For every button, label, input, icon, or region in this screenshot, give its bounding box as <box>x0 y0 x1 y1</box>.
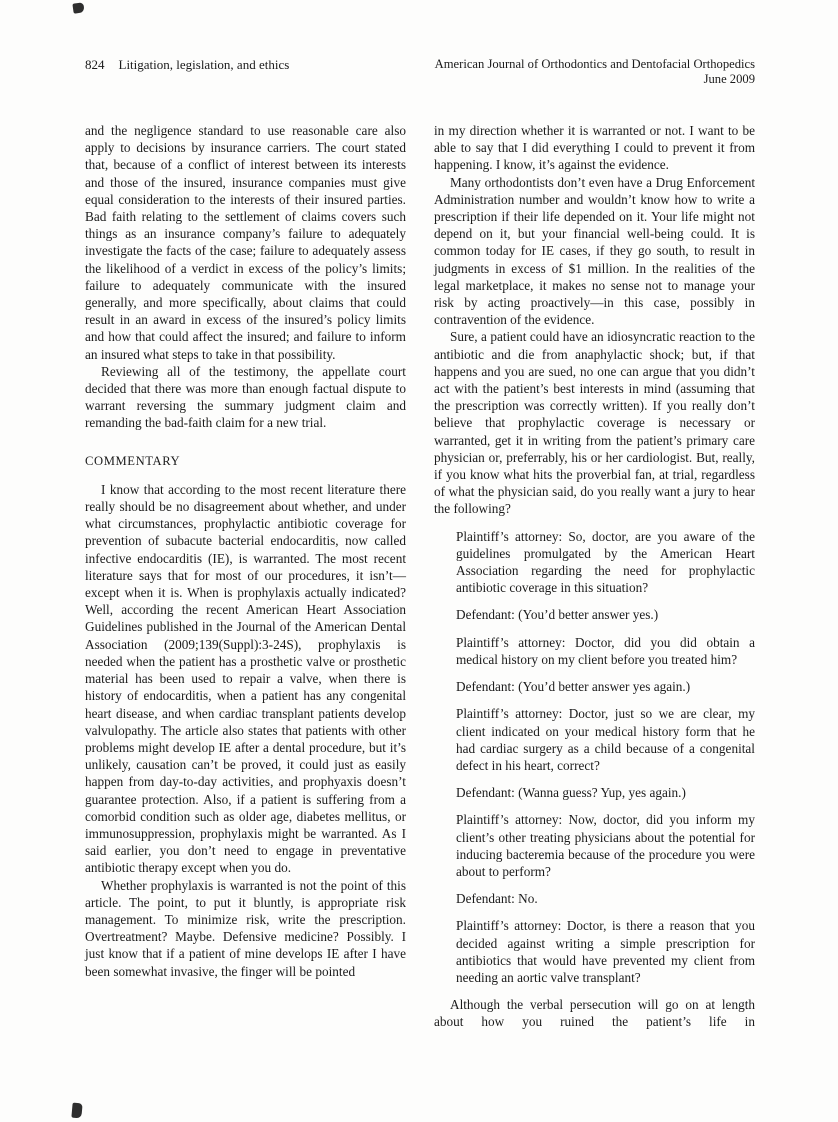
section-title: Litigation, legislation, and ethics <box>118 57 290 72</box>
dialogue-block: Defendant: No. <box>456 891 538 907</box>
dialogue-block: Plaintiff’s attorney: Now, doctor, did you inform my client’s other treating physicians about the potential for inducing bacteremia because of the procedure you were about to perform? <box>456 812 755 879</box>
running-header <box>85 57 755 87</box>
commentary-heading: COMMENTARY <box>85 453 181 468</box>
running-header-right <box>435 57 755 87</box>
left-column <box>85 122 406 1031</box>
article-body <box>85 122 755 1031</box>
paragraph: I know that according to the most recent literature there really should be no disagreement about whether, and under what circumstances, prophylactic antibiotic coverage for prevention of subacute bacterial endocarditis, now called infective endocarditis (IE), is warranted. The most recent literature says that for most of our procedures, it isn’t—except when it is. When is prophylaxis actually indicated? Well, according the recent American Heart Association Guidelines published in the Journal of the American Dental Association (2009;139(Suppl):3-24S), prophylaxis is needed when the patient has a prosthetic valve or prosthetic material has been used to repair a valve, when there is history of endocarditis, when a patient has any congenital heart disease, and when cardiac transplant patients develop valvulopathy. The article also states that patients with other problems might develop IE after a dental procedure, but it’s unlikely, causation can’t be proved, it could just as easily happen from day-to-day activities, and prophyaxis doesn’t guarantee protection. Also, if a patient is suffering from a comorbid condition such as older age, diabetes mellitus, or immunosuppression, prophylaxis might be warranted. As I said earlier, you don’t need to engage in preventative antibiotic therapy except when you do. <box>85 481 406 876</box>
right-column <box>434 122 755 1031</box>
paragraph: Although the verbal persecution will go on at length about how you ruined the patient’s life in <box>434 997 755 1030</box>
dialogue-block: Defendant: (You’d better answer yes.) <box>456 607 659 623</box>
paragraph: in my direction whether it is warranted or not. I want to be able to say that I did everything I could to prevent it from happening. I know, it’s against the evidence. <box>434 123 755 173</box>
scan-artifact-bottom-left <box>71 1103 82 1119</box>
dialogue-block: Defendant: (You’d better answer yes again.) <box>456 679 691 695</box>
dialogue-block: Defendant: (Wanna guess? Yup, yes again.) <box>456 785 686 801</box>
paragraph: Reviewing all of the testimony, the appellate court decided that there was more than enough factual dispute to warrant reversing the summary judgment claim and remanding the bad-faith claim for a new trial. <box>85 363 406 431</box>
dialogue-block: Plaintiff’s attorney: Doctor, just so we are clear, my client indicated on your medical history form that he had cardiac surgery as a child because of a congenital defect in his heart, correct? <box>456 706 755 773</box>
paragraph: Many orthodontists don’t even have a Drug Enforcement Administration number and wouldn’t know how to write a prescription if their life depended on it. Your life might not depend on it, but your financial well-being could. It is common today for IE cases, if they go south, to result in judgments in excess of $1 million. In the realities of the legal marketplace, it makes no sense not to manage your risk by acting proactively—in this case, possibly in contravention of the evidence. <box>434 174 755 328</box>
page-number: 824 <box>85 57 105 72</box>
dialogue-block: Plaintiff’s attorney: Doctor, is there a reason that you decided against writing a simple prescription for antibiotics that would have prevented my client from needing an aortic valve transplant? <box>456 918 755 985</box>
dialogue-block: Plaintiff’s attorney: So, doctor, are you aware of the guidelines promulgated by the American Heart Association regarding the need for prophylactic antibiotic coverage in this situation? <box>456 528 755 596</box>
dialogue-block: Plaintiff’s attorney: Doctor, did you did obtain a medical history on my client before you treated him? <box>456 634 755 667</box>
running-header-left <box>85 57 289 72</box>
scan-artifact-top-left <box>72 2 84 13</box>
paragraph: and the negligence standard to use reasonable care also apply to decisions by insurance carriers. The court stated that, because of a conflict of interest between its interests and those of the insured, insurance companies must give equal consideration to the interests of their insured parties. Bad faith relating to the settlement of claims covers such things as an insurance company’s failure to adequately investigate the facts of the case; failure to adequately assess the likelihood of a verdict in excess of the policy’s limits; failure to adequately communicate with the insured generally, and more specifically, about claims that could result in an award in excess of the insured’s policy limits and how that could affect the insured; and failure to inform an insured what steps to take in that possibility. <box>85 123 406 362</box>
paragraph: Sure, a patient could have an idiosyncratic reaction to the antibiotic and die from anaphylactic shock; but, if that happens and you are sued, no one can argue that you didn’t act with the patient’s best interests in mind (assuming that the prescription was correctly written). If you really don’t believe that prophylactic coverage is necessary or warranted, get it in writing from the patient’s primary care physician or, preferrably, his or her cardiologist. But, really, if you know what hits the proverbial fan, at trial, regardless of what the physician said, do you really want a jury to hear the following? <box>434 329 755 517</box>
paragraph: Whether prophylaxis is warranted is not the point of this article. The point, to put it bluntly, is appropriate risk management. To minimize risk, write the prescription. Overtreatment? Maybe. Defensive medicine? Possibly. I just know that if a patient of mine develops IE after I have been somewhat invasive, the finger will be pointed <box>85 877 406 979</box>
issue-date: June 2009 <box>703 72 755 86</box>
journal-name: American Journal of Orthodontics and Dentofacial Orthopedics <box>434 57 755 71</box>
